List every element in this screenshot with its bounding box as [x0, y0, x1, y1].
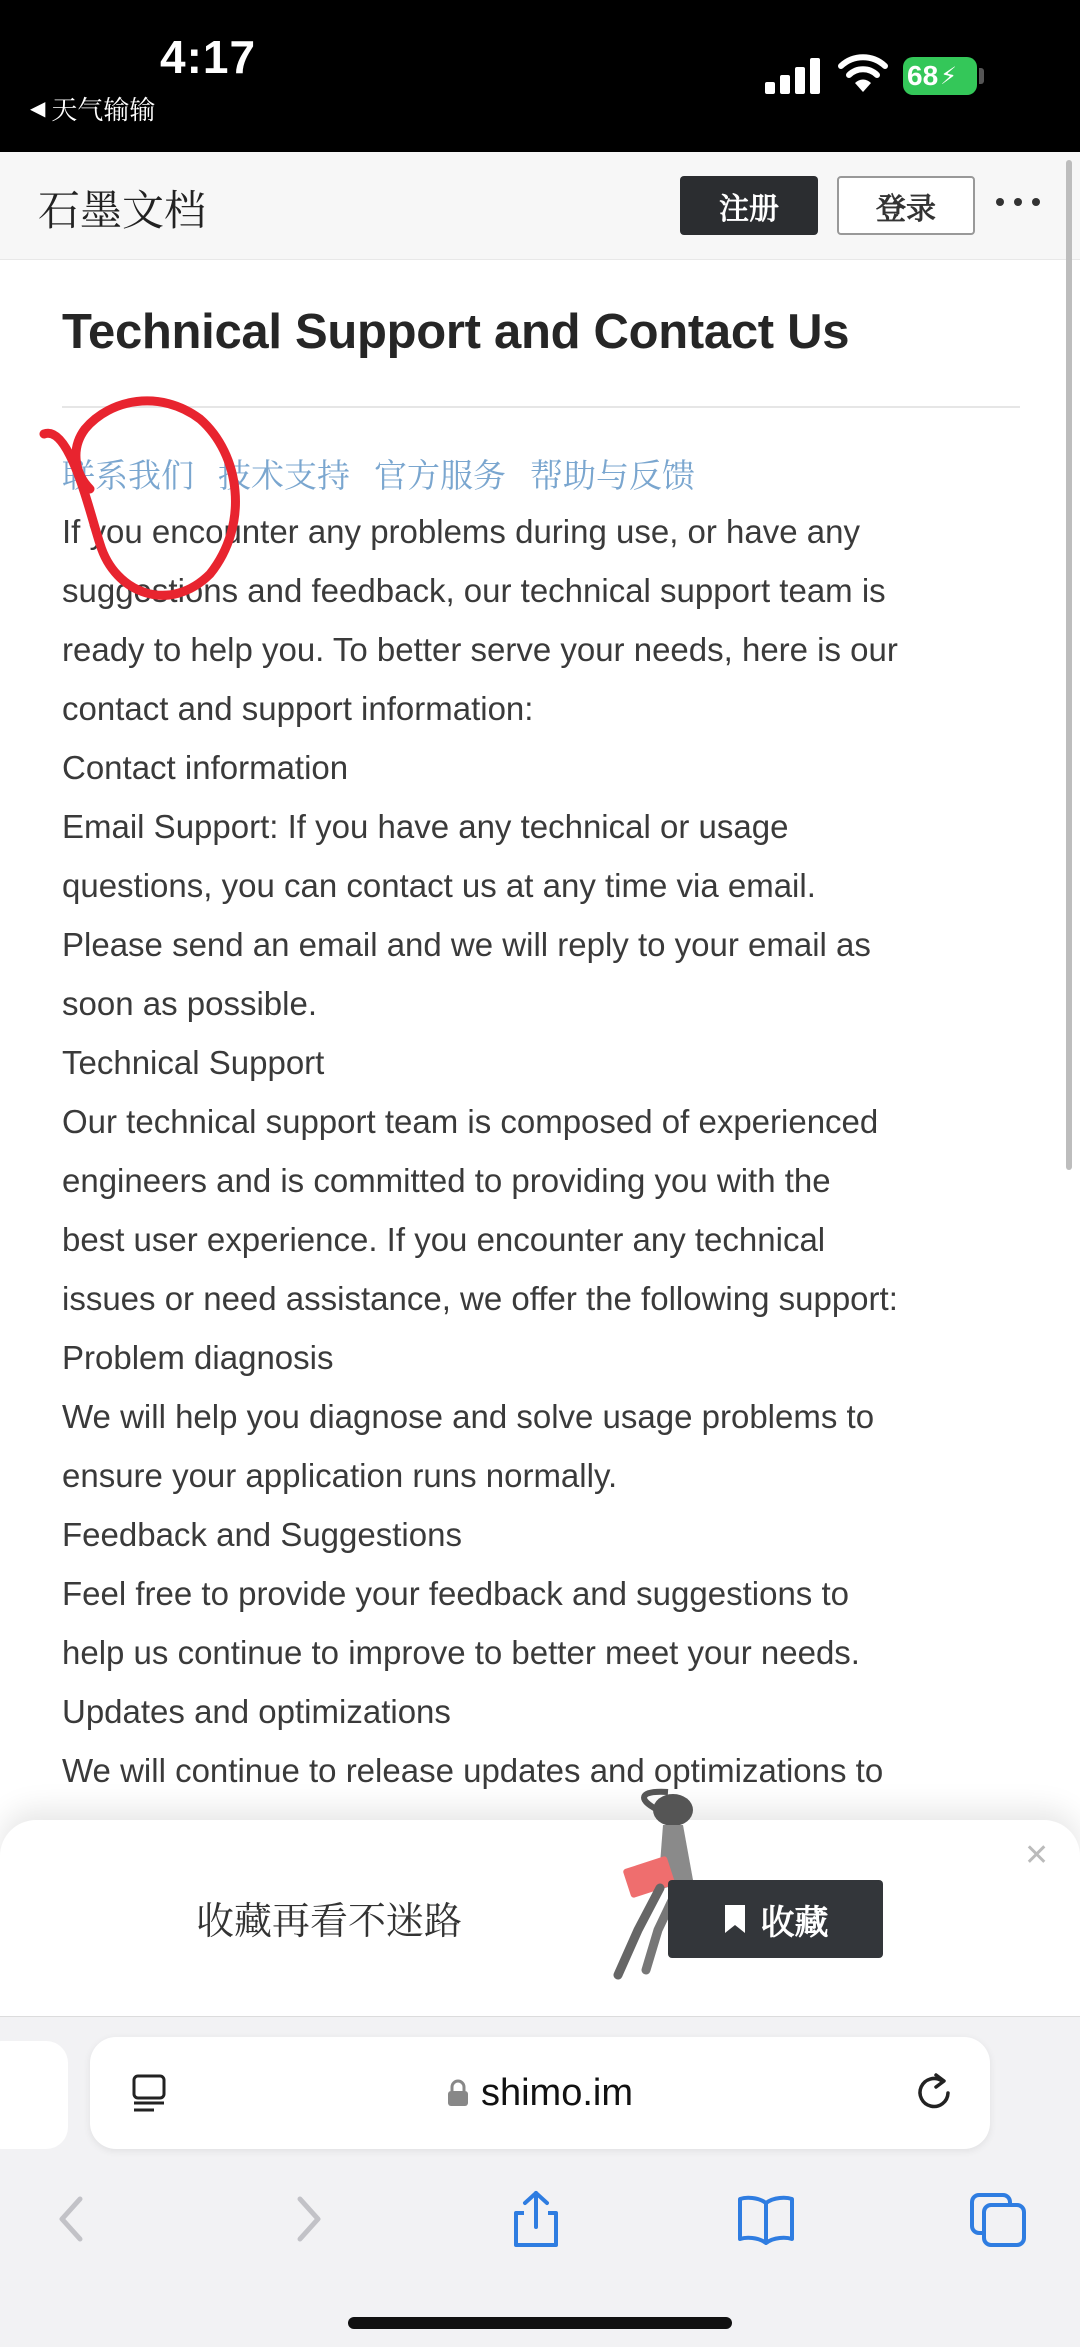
bookmark-icon [723, 1903, 747, 1935]
close-icon[interactable]: ✕ [1024, 1839, 1050, 1872]
login-button[interactable]: 登录 [837, 176, 975, 235]
body-line: suggestions and feedback, our technical support team is [62, 572, 886, 609]
document [62, 300, 1022, 1789]
previous-tab-preview[interactable] [0, 2041, 68, 2149]
section-heading: Feedback and Suggestions [62, 1516, 462, 1553]
body-line: Our technical support team is composed of experienced [62, 1103, 879, 1140]
battery-cap [979, 68, 984, 84]
tag-help-feedback[interactable]: 帮助与反馈 [530, 457, 695, 494]
bookmark-prompt-text: 收藏再看不迷路 [196, 1901, 463, 1943]
body-line: ready to help you. To better serve your needs, here is our [62, 631, 898, 668]
tag-contact-us[interactable]: 联系我们 [62, 457, 194, 494]
more-icon[interactable] [996, 198, 1040, 210]
share-icon[interactable] [506, 2189, 566, 2249]
tag-official-service[interactable]: 官方服务 [374, 457, 506, 494]
body-line: ensure your application runs normally. [62, 1457, 618, 1494]
body-line: help us continue to improve to better meet your needs. [62, 1634, 860, 1671]
lock-icon [447, 2079, 469, 2107]
wifi-icon [838, 52, 888, 94]
battery-icon: 68 ⚡ [903, 57, 977, 95]
home-indicator[interactable] [348, 2317, 732, 2329]
body-line: issues or need assistance, we offer the following support: [62, 1280, 898, 1317]
back-app-label: 天气输输 [51, 95, 156, 125]
body-line: questions, you can contact us at any time via email. [62, 867, 816, 904]
document-body [62, 502, 1022, 1800]
bookmark-button[interactable] [668, 1880, 883, 1958]
body-line: Email Support: If you have any technical or usage [62, 808, 789, 845]
reload-icon[interactable] [912, 2071, 956, 2115]
body-line: We will help you diagnose and solve usage problems to [62, 1398, 875, 1435]
tag-technical-support[interactable]: 技术支持 [218, 457, 350, 494]
body-line: engineers and is committed to providing you with the [62, 1162, 831, 1199]
section-heading: Updates and optimizations [62, 1693, 451, 1730]
cellular-signal-icon [765, 58, 821, 94]
body-line: soon as possible. [62, 985, 317, 1022]
title-divider [62, 406, 1020, 408]
bookmark-prompt [0, 1820, 1080, 2016]
section-heading: Technical Support [62, 1044, 325, 1081]
status-time: 4:17 [160, 31, 257, 83]
register-button[interactable]: 注册 [680, 176, 818, 235]
scrollbar[interactable] [1066, 160, 1072, 1170]
body-line: contact and support information: [62, 690, 534, 727]
back-icon[interactable] [42, 2189, 102, 2249]
browser-toolbar [0, 2189, 1080, 2279]
bookmark-button-label: 收藏 [760, 1903, 829, 1942]
forward-icon[interactable] [278, 2189, 338, 2249]
back-triangle-icon: ◀ [30, 98, 46, 120]
address-bar[interactable] [90, 2037, 990, 2149]
status-bar [0, 0, 1080, 152]
site-header [0, 152, 1080, 260]
body-line: Please send an email and we will reply to your email as [62, 926, 871, 963]
url-text: shimo.im [480, 2071, 634, 2114]
page-title: Technical Support and Contact Us [62, 305, 850, 359]
tabs-icon[interactable] [968, 2189, 1028, 2249]
section-heading: Contact information [62, 749, 349, 786]
url-display[interactable] [90, 2037, 990, 2149]
body-line: best user experience. If you encounter any technical [62, 1221, 826, 1258]
tag-list [62, 450, 719, 497]
section-heading: Problem diagnosis [62, 1339, 334, 1376]
body-line: If you encounter any problems during use, or have any [62, 513, 860, 550]
battery-level: 68 [907, 60, 939, 91]
back-to-app-link[interactable] [30, 90, 155, 127]
bookmarks-icon[interactable] [736, 2189, 796, 2249]
brand-logo[interactable]: 石墨文档 [38, 186, 207, 235]
body-line: Feel free to provide your feedback and suggestions to [62, 1575, 849, 1612]
browser-bottom-bar [0, 2016, 1080, 2347]
body-line: We will continue to release updates and optimizations to [62, 1752, 884, 1789]
